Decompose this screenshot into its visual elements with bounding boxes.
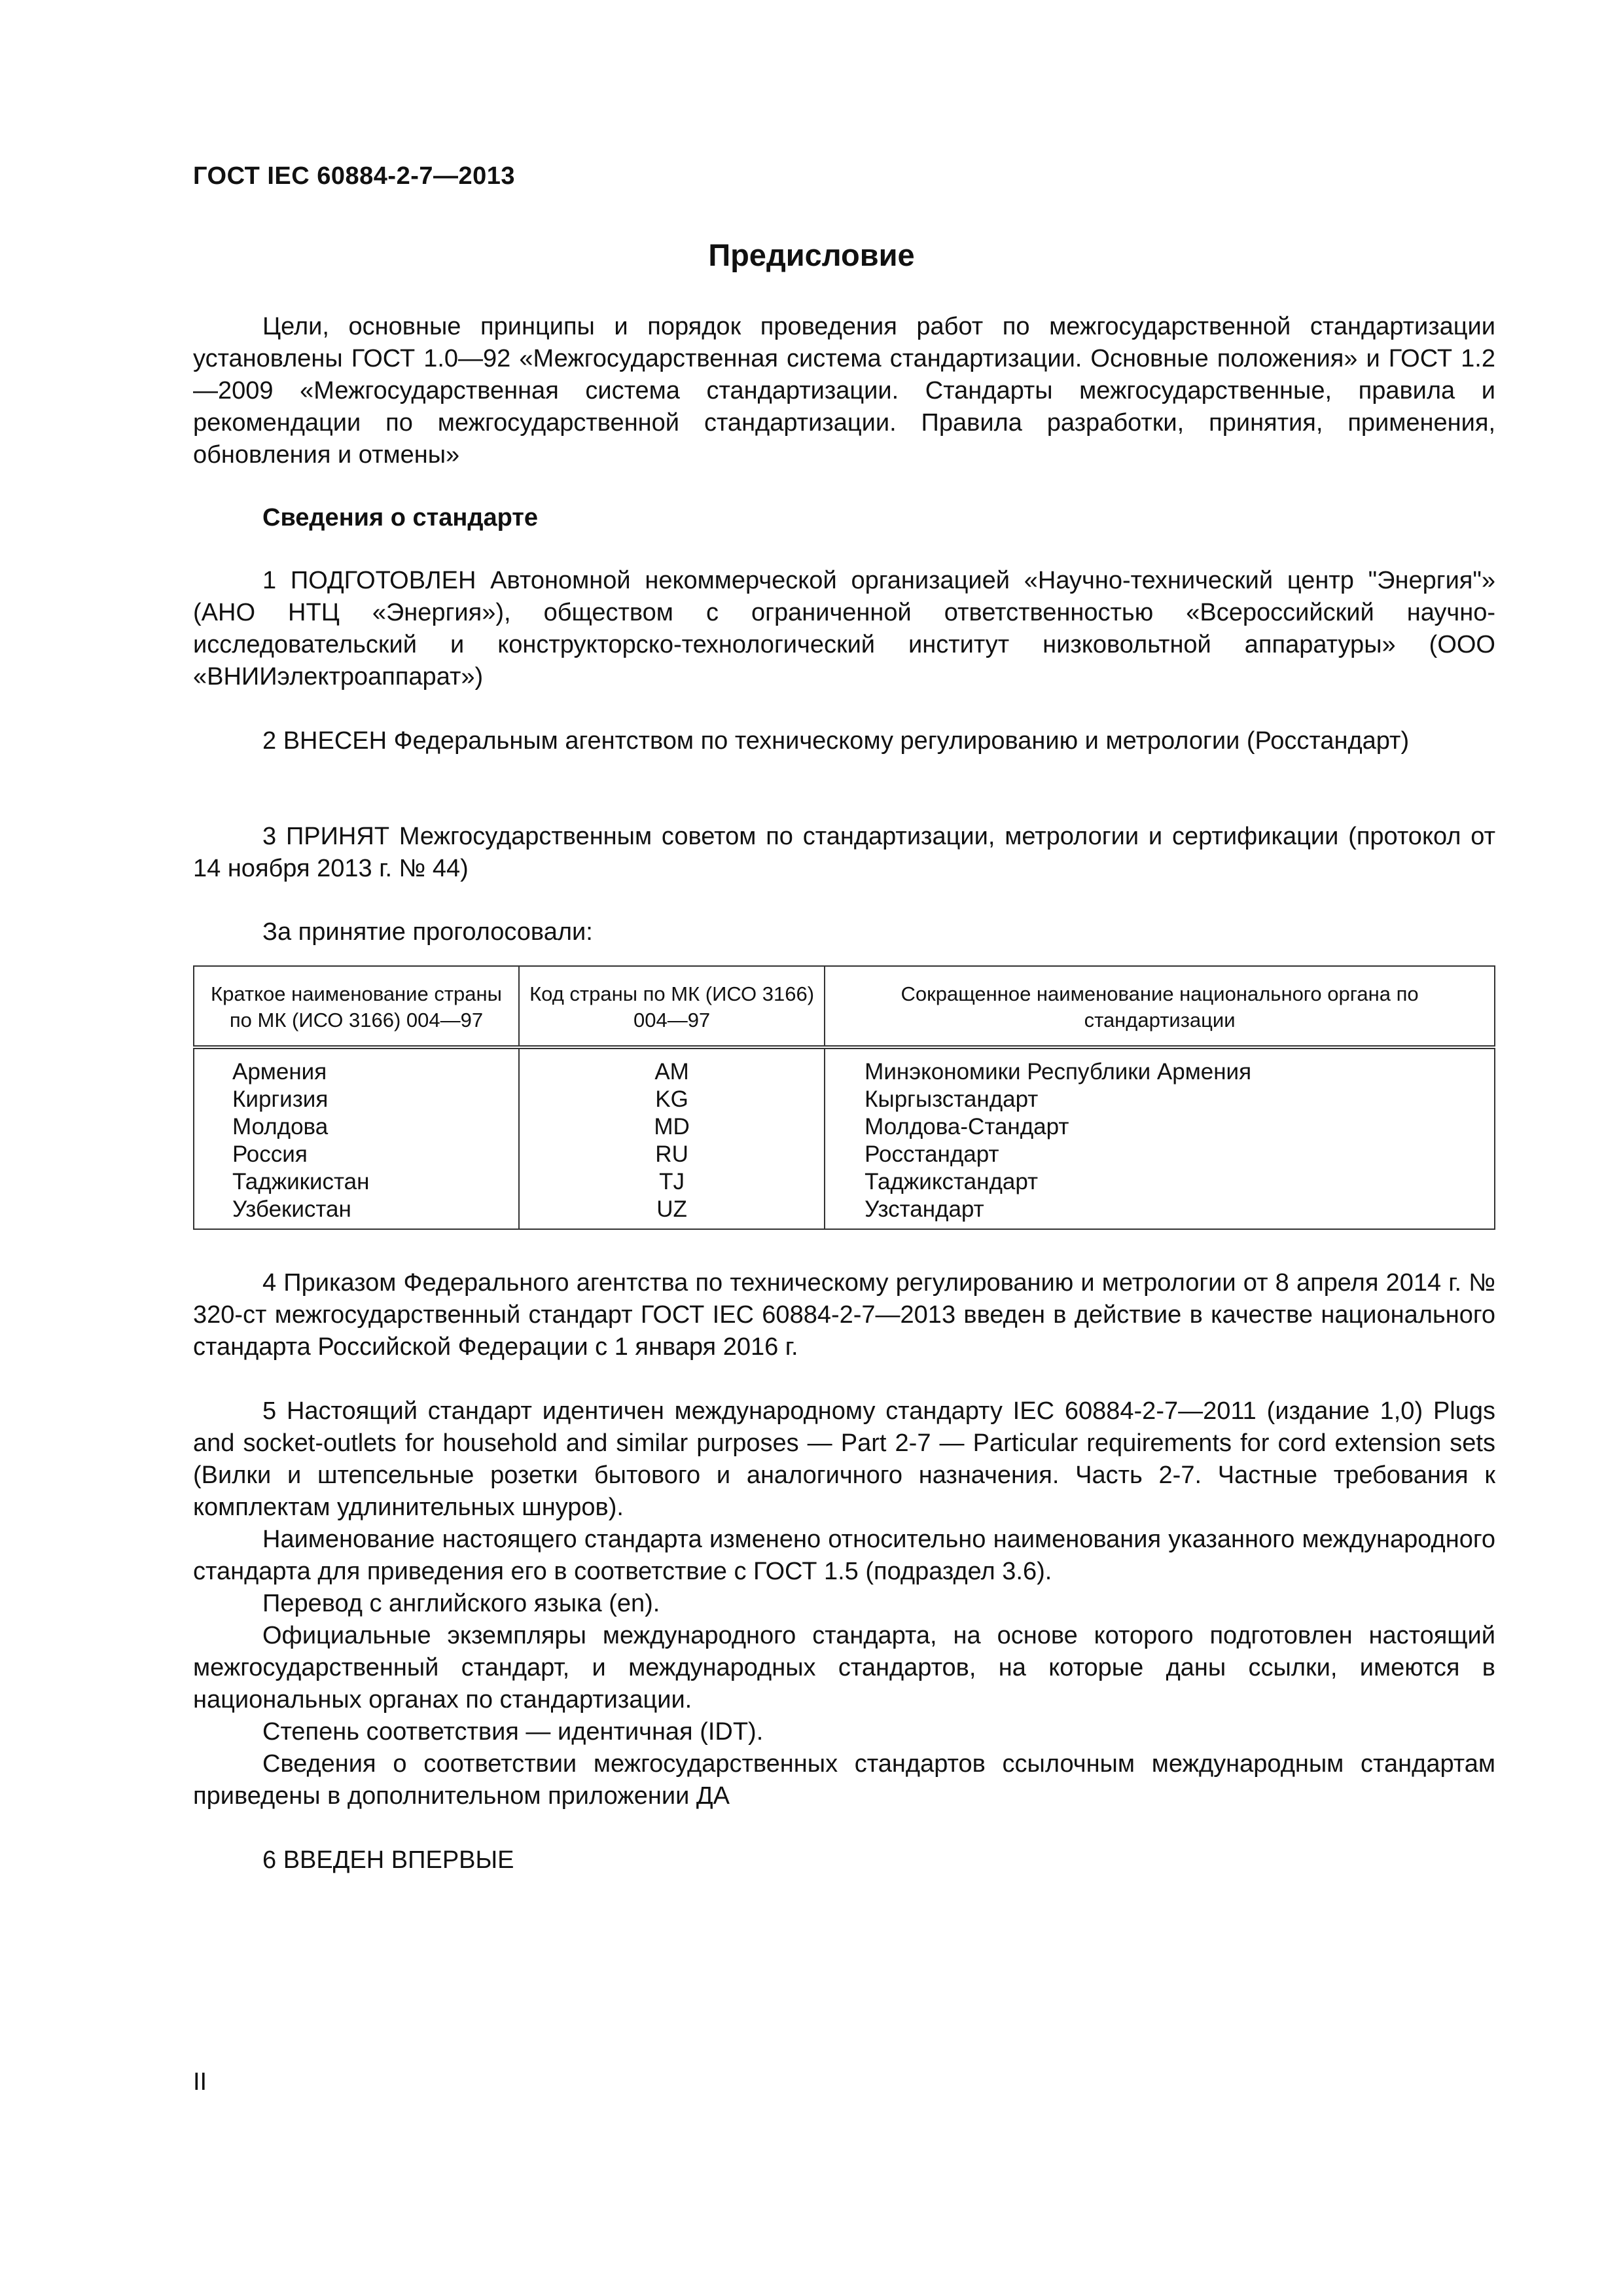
country-code: KG [519, 1086, 825, 1113]
intro-block [193, 311, 1495, 471]
country-code: MD [519, 1113, 825, 1141]
intro-paragraph: Цели, основные принципы и порядок проведения работ по межгосударственной стандартизации установлены ГОСТ 1.0—92 «Межгосударственная система стандартизации. Основные положения» и ГОСТ 1.2—2009 «Межгосударственная система стандартизации. Стандарты межгосударственные, правила и рекомендации по межгосударственной стандартизации. Правила разработки, принятия, применения, обновления и отмены» [193, 313, 1495, 469]
country-code: UZ [519, 1196, 825, 1229]
item-5-block [193, 1395, 1495, 1812]
document-code: ГОСТ IEC 60884-2-7—2013 [193, 162, 516, 190]
vote-intro: За принятие проголосовали: [262, 918, 593, 946]
country-name: Таджикистан [194, 1168, 519, 1196]
table-row [194, 1168, 1495, 1196]
country-name: Россия [194, 1141, 519, 1168]
item-4-block [193, 1267, 1495, 1363]
section-heading-block [193, 502, 1495, 534]
item-1-block [193, 565, 1495, 693]
item-2: 2 ВНЕСЕН Федеральным агентством по техническому регулированию и метрологии (Росстандарт) [262, 727, 1410, 755]
vote-intro-block [193, 916, 1495, 948]
item-6-block [193, 1844, 1495, 1876]
item-5-note-translation: Перевод с английского языка (en). [262, 1590, 660, 1617]
page-title: Предисловие [708, 238, 915, 272]
standards-body: Росстандарт [825, 1141, 1495, 1168]
item-2-block [193, 725, 1495, 757]
country-name: Молдова [194, 1113, 519, 1141]
table-row [194, 1196, 1495, 1229]
table-header-code: Код страны по МК (ИСО 3166) 004—97 [519, 966, 825, 1047]
table-row [194, 1086, 1495, 1113]
country-name: Армения [194, 1047, 519, 1086]
table-row [194, 1113, 1495, 1141]
country-name: Узбекистан [194, 1196, 519, 1229]
voting-table-wrap [193, 965, 1495, 1230]
table-row [194, 1047, 1495, 1086]
country-code: RU [519, 1141, 825, 1168]
item-3: 3 ПРИНЯТ Межгосударственным советом по стандартизации, метрологии и сертификации (протокол от 14 ноября 2013 г. № 44) [193, 823, 1495, 882]
standards-body: Узстандарт [825, 1196, 1495, 1229]
table-row [194, 1141, 1495, 1168]
item-5-note-copies: Официальные экземпляры международного стандарта, на основе которого подготовлен настоящий межгосударственный стандарт, и международных стандартов, на которые даны ссылки, имеются в национальных органах по стандартизации. [193, 1622, 1495, 1713]
item-4: 4 Приказом Федерального агентства по техническому регулированию и метрологии от 8 апреля 2014 г. № 320-ст межгосударственный стандарт ГОСТ IEC 60884-2-7—2013 введен в действие в качестве национального стандарта Российской Федерации с 1 января 2016 г. [193, 1269, 1495, 1361]
table-header-row [194, 966, 1495, 1047]
item-5-note-title: Наименование настоящего стандарта изменено относительно наименования указанного международного стандарта для приведения его в соответствие с ГОСТ 1.5 (подраздел 3.6). [193, 1526, 1495, 1585]
table-header-country: Краткое наименование страны по МК (ИСО 3166) 004—97 [194, 966, 519, 1047]
item-1: 1 ПОДГОТОВЛЕН Автономной некоммерческой организацией «Научно-технический центр "Энергия"» (АНО НТЦ «Энергия»), обществом с ограниченной ответственностью «Всероссийский научно-исследовательский и конструкторско-технологический институт низковольтной аппаратуры» (ООО «ВНИИэлектроаппарат») [193, 567, 1495, 691]
standards-body: Минэкономики Республики Армения [825, 1047, 1495, 1086]
section-heading: Сведения о стандарте [262, 504, 539, 531]
page-number: II [193, 2068, 207, 2096]
country-code: TJ [519, 1168, 825, 1196]
item-5: 5 Настоящий стандарт идентичен международному стандарту IEC 60884-2-7—2011 (издание 1,0) Plugs and socket-outlets for household and similar purposes — Part 2-7 — Particular requirements for cord extension sets (Вилки и штепсельные розетки бытового и аналогичного назначения. Часть 2-7. Частные требования к комплектам удлинительных шнуров). [193, 1397, 1495, 1521]
standards-body: Таджикстандарт [825, 1168, 1495, 1196]
country-name: Киргизия [194, 1086, 519, 1113]
standards-body: Молдова-Стандарт [825, 1113, 1495, 1141]
country-code: AM [519, 1047, 825, 1086]
voting-table [193, 965, 1495, 1230]
item-5-note-degree: Степень соответствия — идентичная (IDT). [262, 1718, 764, 1746]
item-5-note-references: Сведения о соответствии межгосударственных стандартов ссылочным международным стандартам приведены в дополнительном приложении ДА [193, 1750, 1495, 1810]
table-header-body: Сокращенное наименование национального органа по стандартизации [825, 966, 1495, 1047]
standards-body: Кыргызстандарт [825, 1086, 1495, 1113]
item-3-block [193, 821, 1495, 885]
item-6: 6 ВВЕДЕН ВПЕРВЫЕ [262, 1846, 514, 1874]
